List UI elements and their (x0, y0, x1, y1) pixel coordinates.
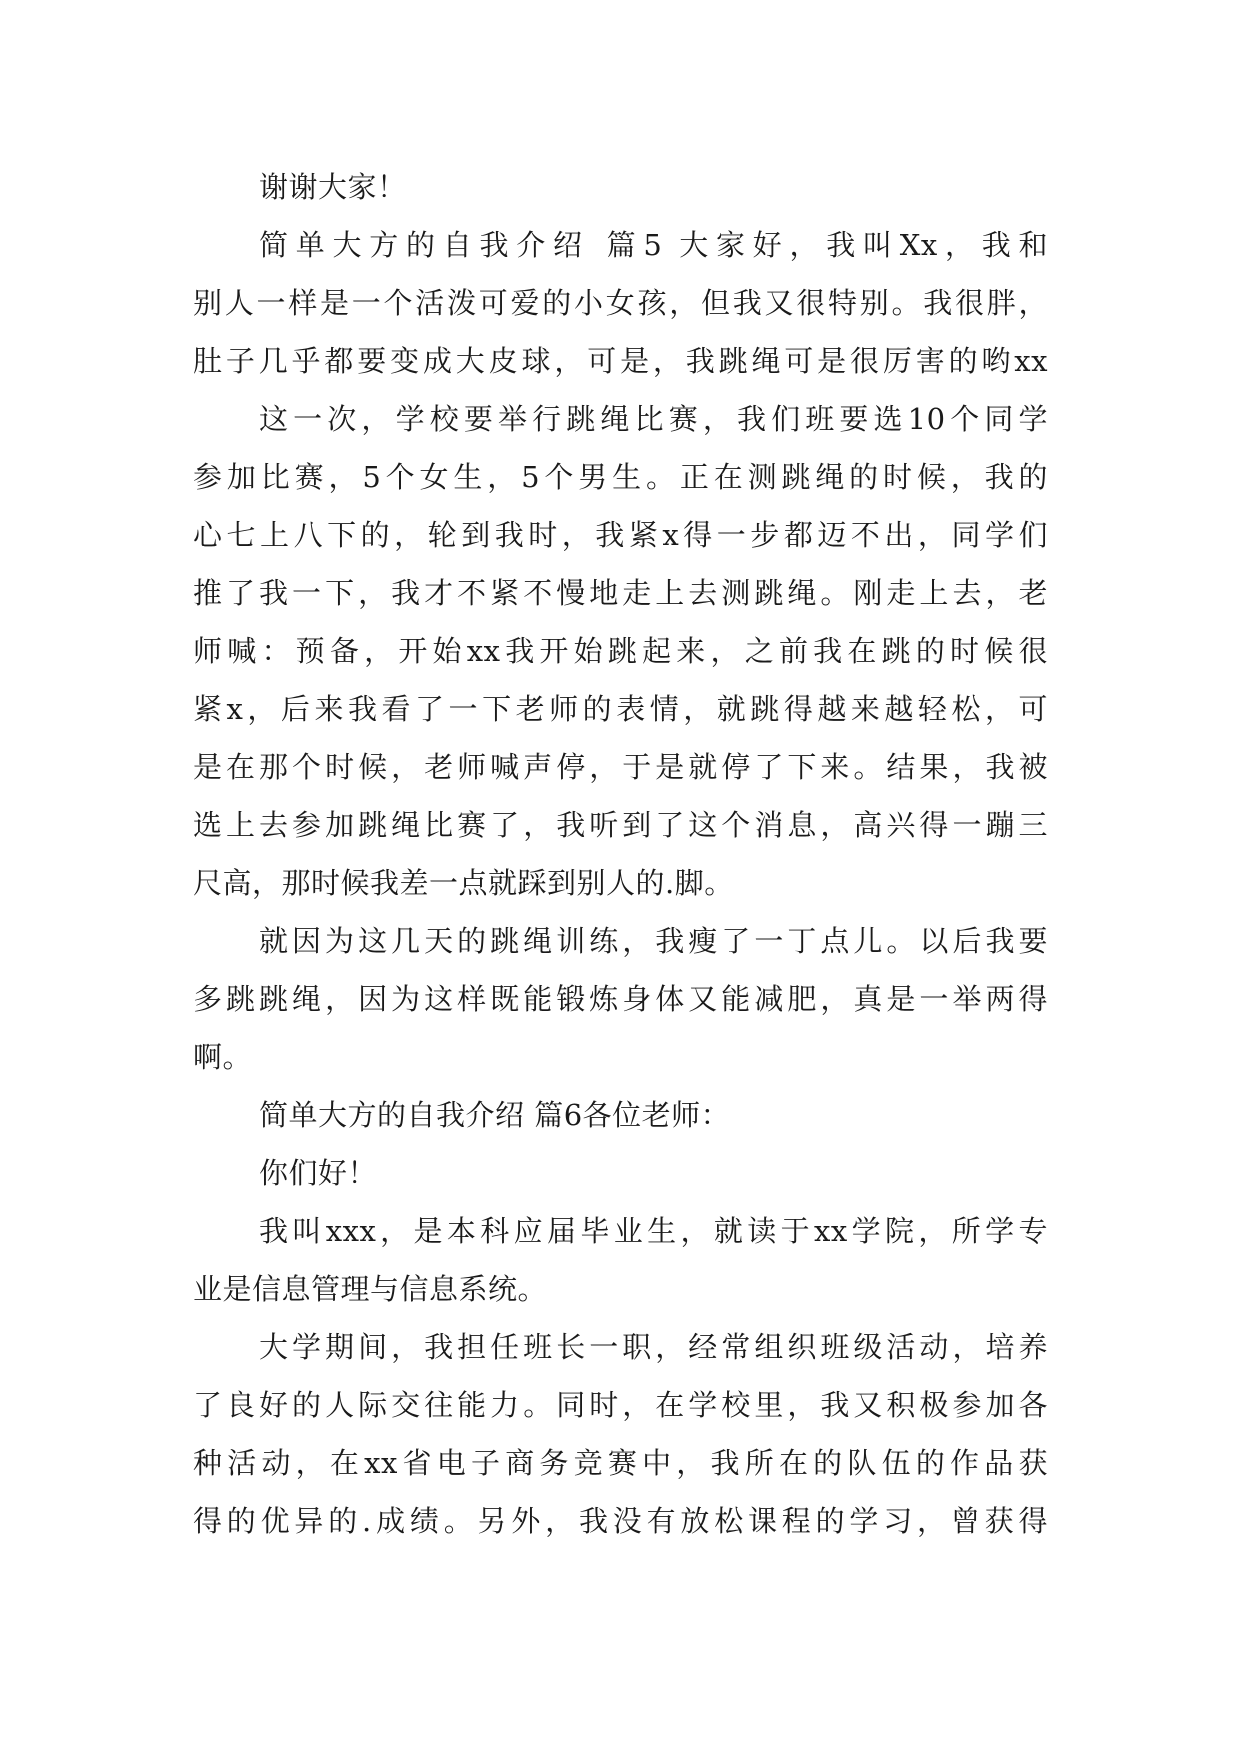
text-line: 尺高，那时候我差一点就踩到别人的.脚。 (193, 866, 734, 900)
text-line: 你们好！ (259, 1156, 378, 1190)
text-line: 是在那个时候，老师喊声停，于是就停了下来。结果，我被 (193, 750, 1048, 784)
text-line: 简单大方的自我介绍 篇6各位老师： (259, 1098, 731, 1132)
text-line: 选上去参加跳绳比赛了，我听到了这个消息，高兴得一蹦三 (193, 808, 1048, 842)
text-line: 参加比赛，5个女生，5个男生。正在测跳绳的时候，我的 (193, 460, 1048, 494)
text-line: 推了我一下，我才不紧不慢地走上去测跳绳。刚走上去，老 (193, 576, 1048, 610)
text-line: 别人一样是一个活泼可爱的小女孩，但我又很特别。我很胖， (193, 286, 1048, 320)
text-line: 简单大方的自我介绍 篇5 大家好，我叫Xx，我和 (259, 228, 1048, 262)
text-line: 这一次，学校要举行跳绳比赛，我们班要选10个同学 (259, 402, 1048, 436)
document-page (193, 158, 1048, 1550)
text-line: 多跳跳绳，因为这样既能锻炼身体又能减肥，真是一举两得 (193, 982, 1048, 1016)
text-line: 师喊：预备，开始xx我开始跳起来，之前我在跳的时候很 (193, 634, 1048, 668)
text-line: 了良好的人际交往能力。同时，在学校里，我又积极参加各 (193, 1388, 1048, 1422)
text-line: 业是信息管理与信息系统。 (193, 1272, 548, 1306)
text-line: 谢谢大家！ (259, 170, 407, 204)
text-line: 得的优异的.成绩。另外，我没有放松课程的学习，曾获得 (193, 1504, 1048, 1538)
text-line: 啊。 (193, 1040, 253, 1074)
text-line: 就因为这几天的跳绳训练，我瘦了一丁点儿。以后我要 (259, 924, 1048, 958)
text-line: 肚子几乎都要变成大皮球，可是，我跳绳可是很厉害的哟xx (193, 344, 1048, 378)
text-line: 心七上八下的，轮到我时，我紧x得一步都迈不出，同学们 (193, 518, 1048, 552)
text-line: 大学期间，我担任班长一职，经常组织班级活动，培养 (259, 1330, 1048, 1364)
text-line: 种活动，在xx省电子商务竞赛中，我所在的队伍的作品获 (193, 1446, 1048, 1480)
text-line: 紧x，后来我看了一下老师的表情，就跳得越来越轻松，可 (193, 692, 1048, 726)
text-line: 我叫xxx，是本科应届毕业生，就读于xx学院，所学专 (259, 1214, 1048, 1248)
